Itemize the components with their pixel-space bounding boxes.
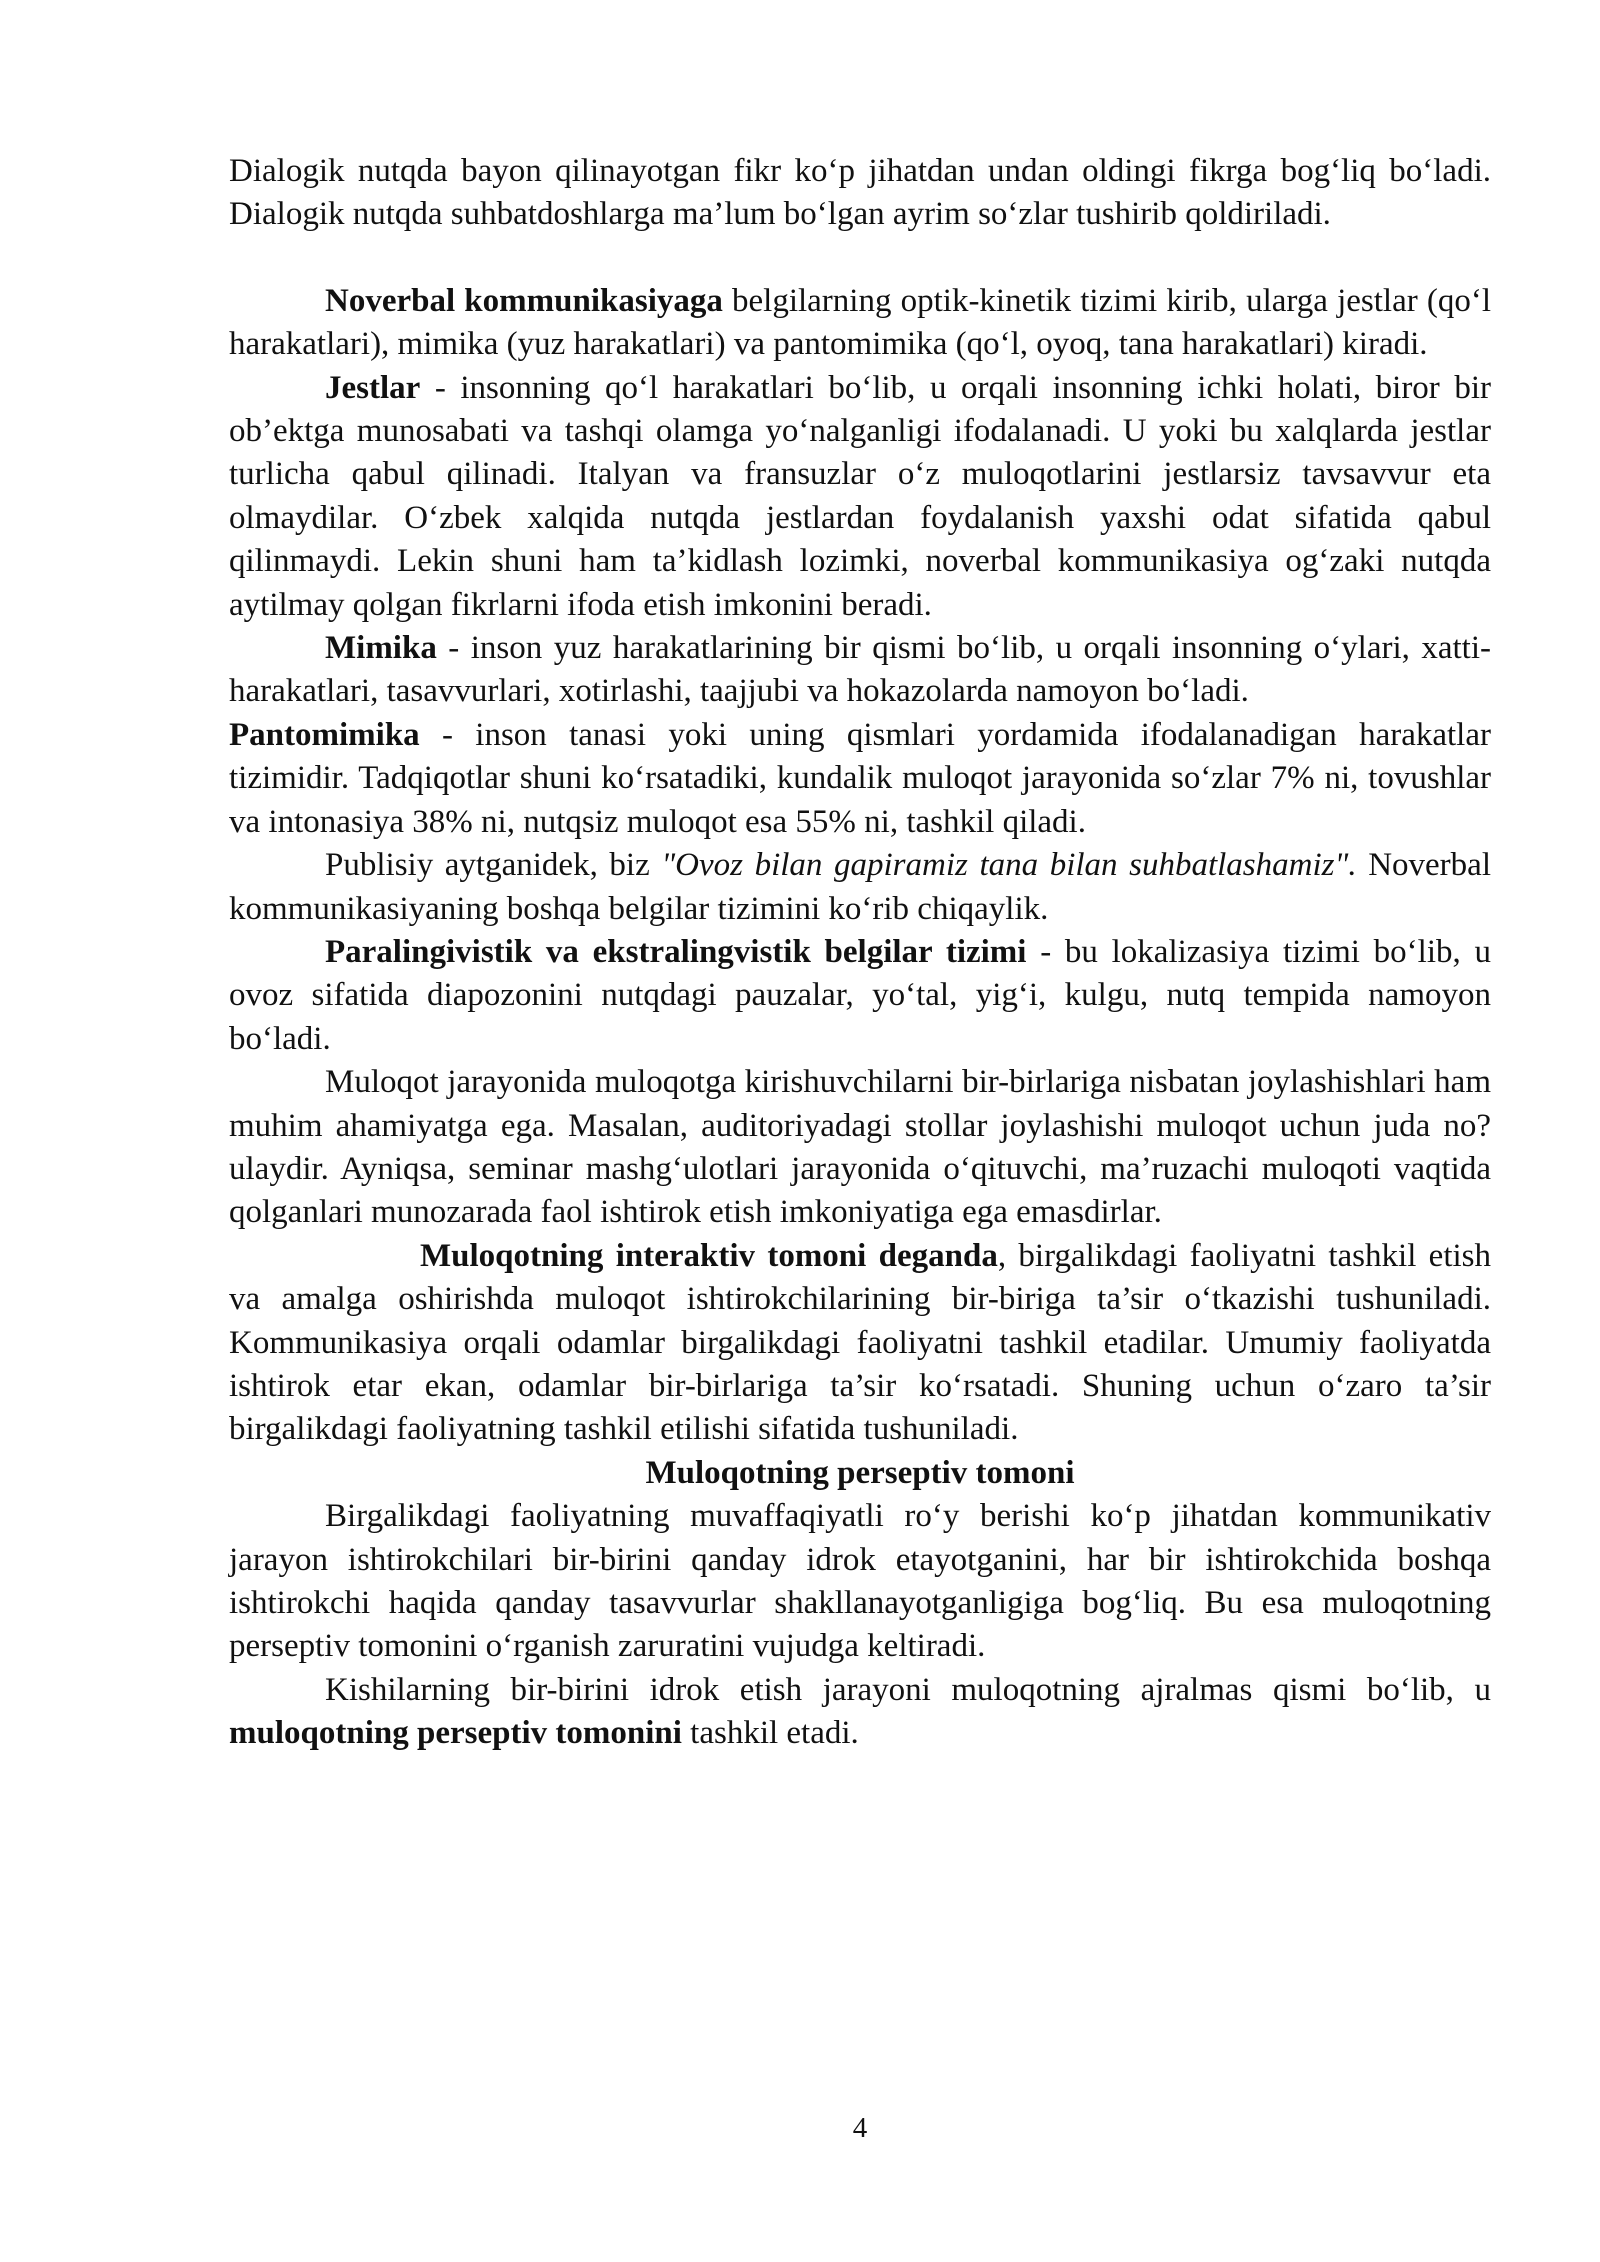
paragraph-text: - inson tanasi yoki uning qismlari yordamida ifodalanadigan harakatlar tizimidir. Tadqiqotlar shuni ko‘rsatadiki, kundalik muloqot jarayonida so‘zlar 7% ni, tovushlar va intonasiya 38% ni, nutqsiz muloqot esa 55% ni, tashkil qiladi. [229, 716, 1491, 840]
paragraph-text: Birgalikdagi faoliyatning muvaffaqiyatli ro‘y berishi ko‘p jihatdan kommunikativ jarayon ishtirokchilari bir-birini qanday idrok etayotganini, har bir ishtirokchida boshqa ishtirokchi haqida qanday tasavvurlar shakllanayotganligiga bog‘liq. Bu esa muloqotning perseptiv tomonini o‘rganish zaruratini vujudga keltiradi. [229, 1498, 1491, 1665]
paragraph-text: Dialogik nutqda bayon qilinayotgan fikr ko‘p jihatdan undan oldingi fikrga bog‘liq bo‘ladi. Dialogik nutqda suhbatdoshlarga ma’lum bo‘lgan ayrim so‘zlar tushirib qoldiriladi. [229, 153, 1491, 233]
paragraph-text: - insonning qo‘l harakatlari bo‘lib, u orqali insonning ichki holati, biror bir ob’ektga munosabati va tashqi olamga yo‘nalganligi ifodalanadi. U yoki bu xalqlarda jestlar turlicha qabul qilinadi. Italyan va fransuzlar o‘z muloqotlarini jestlarsiz tavsavvur eta olmaydilar. O‘zbek xalqida nutqda jestlardan foydalanish yaxshi odat sifatida qabul qilinmaydi. Lekin shuni ham ta’kidlash lozimki, noverbal kommunikasiya og‘zaki nutqda aytilmay qolgan fikrlarni ifoda etish imkonini beradi. [229, 369, 1491, 623]
paragraph-text: Kishilarning bir-birini idrok etish jarayoni muloqotning ajralmas qismi bo‘lib, u [325, 1671, 1491, 1708]
paragraph-text: belgilarning optik-kinetik tizimi kirib, ularga jestlar (qo‘l harakatlari), mimika (yuz harakatlari) va pantomimika (qo‘l, oyoq, tana harakatlari) kiradi. [229, 282, 1491, 363]
section-heading: Muloqotning perseptiv tomoni [645, 1454, 1075, 1491]
paragraph-text: tashkil etadi. [681, 1715, 859, 1752]
term-paralinguistic: Paralingivistik va ekstralingvistik belgilar tizimi [325, 933, 1027, 970]
document-page [229, 150, 1491, 1756]
term-pantomimics: Pantomimika [229, 716, 420, 753]
paragraph-text: Muloqot jarayonida muloqotga kirishuvchilarni bir-birlariga nisbatan joylashishlari ham muhim ahamiyatga ega. Masalan, auditoriyadagi stollar joylashishi muloqot uchun juda no?ulaydir. Ayniqsa, seminar mashg‘ulotlari jarayonida o‘qituvchi, ma’ruzachi muloqoti vaqtida qolganlari munozarada faol ishtirok etish imkoniyatiga ega emasdirlar. [229, 1064, 1491, 1231]
paragraph-perceptive-1 [229, 1495, 1491, 1669]
paragraph-nonverbal-communication [229, 280, 1491, 367]
paragraph-text: Publisiy aytganidek, biz [325, 847, 662, 884]
term-perceptive-side: muloqotning perseptiv tomonini [229, 1715, 682, 1752]
paragraph-mimics [229, 627, 1491, 714]
quote-text: "Ovoz bilan gapiramiz tana bilan suhbatlashamiz". [661, 847, 1357, 884]
paragraph-text: - inson yuz harakatlarining bir qismi bo‘lib, u orqali insonning o‘ylari, xatti-harakatlari, tasavvurlari, xotirlashi, taajjubi va hokazolarda namoyon bo‘ladi. [229, 630, 1491, 710]
page-number: 4 [852, 2112, 868, 2144]
paragraph-gestures [229, 367, 1491, 627]
term-interactive-side: Muloqotning interaktiv tomoni deganda [420, 1237, 998, 1274]
term-gestures: Jestlar [325, 369, 421, 406]
paragraph-paralinguistic [229, 931, 1491, 1061]
paragraph-pantomimics [229, 714, 1491, 844]
paragraph-quote [229, 844, 1491, 931]
paragraph-text: Noverbal kommunikasiyaning boshqa belgilar tizimini ko‘rib chiqaylik. [229, 847, 1491, 927]
paragraph-dialogic-speech [229, 150, 1491, 237]
paragraph-interactive-side [229, 1235, 1491, 1452]
term-nonverbal-communication: Noverbal kommunikasiyaga [325, 282, 723, 319]
paragraph-text: - bu lokalizasiya tizimi bo‘lib, u ovoz sifatida diapozonini nutqdagi pauzalar, yo‘tal, yig‘i, kulgu, nutq tempida namoyon bo‘ladi. [229, 933, 1491, 1057]
term-mimics: Mimika [325, 630, 437, 667]
paragraph-perceptive-2 [229, 1669, 1491, 1756]
paragraph-seating [229, 1061, 1491, 1235]
paragraph-text: , birgalikdagi faoliyatni tashkil etish va amalga oshirishda muloqot ishtirokchilarining bir-biriga ta’sir o‘tkazishi tushuniladi. Kommunikasiya orqali odamlar birgalikdagi faoliyatni tashkil etadilar. Umumiy faoliyatda ishtirok etar ekan, odamlar bir-birlariga ta’sir ko‘rsatadi. Shuning uchun o‘zaro ta’sir birgalikdagi faoliyatning tashkil etilishi sifatida tushuniladi. [229, 1237, 1491, 1448]
